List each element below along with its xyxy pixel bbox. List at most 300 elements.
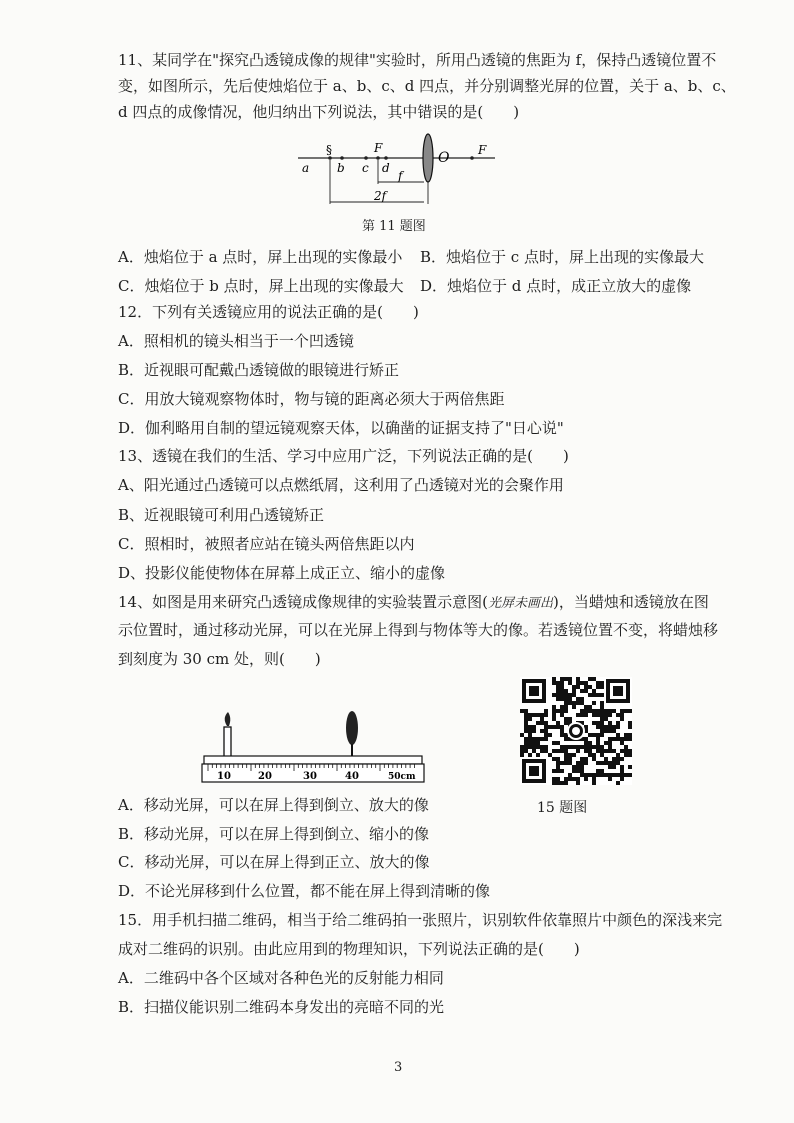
- qr-module: [592, 781, 596, 785]
- qr-module: [540, 729, 544, 733]
- qr-module: [548, 753, 552, 757]
- qr-module: [536, 721, 540, 725]
- qr-module: [568, 677, 572, 681]
- qr-module: [556, 693, 560, 697]
- q15-option-a: A．二维码中各个区域对各种色光的反射能力相同: [118, 969, 444, 987]
- label-O: O: [438, 150, 450, 166]
- qr-module: [604, 725, 608, 729]
- qr-module: [576, 777, 580, 781]
- qr-module: [588, 733, 592, 737]
- q14-stem-line2: 示位置时，通过移动光屏，可以在光屏上得到与物体等大的像。若透镜位置不变，将蜡烛移: [118, 621, 719, 639]
- qr-module: [608, 745, 612, 749]
- qr-module: [560, 745, 564, 749]
- qr-module: [608, 777, 612, 781]
- qr-module: [592, 677, 596, 681]
- qr-module: [576, 701, 580, 705]
- qr-module: [628, 765, 632, 769]
- qr-module: [620, 737, 624, 741]
- qr-module: [556, 749, 560, 753]
- qr-module: [592, 757, 596, 761]
- qr-module: [600, 733, 604, 737]
- qr-module: [608, 741, 612, 745]
- qr-module: [628, 709, 632, 713]
- qr-module: [552, 781, 556, 785]
- qr-module: [608, 737, 612, 741]
- qr-module: [600, 701, 604, 705]
- qr-module: [596, 745, 600, 749]
- q11-stem-line2: 变，如图所示，先后使烛焰位于 a、b、c、d 四点，并分别调整光屏的位置，关于 a、b、c、: [118, 77, 736, 95]
- qr-module: [612, 761, 616, 765]
- qr-module: [580, 681, 584, 685]
- qr-module: [580, 757, 584, 761]
- qr-module: [556, 769, 560, 773]
- qr-module: [552, 681, 556, 685]
- qr-module: [556, 725, 560, 729]
- qr-module: [628, 725, 632, 729]
- qr-module: [596, 737, 600, 741]
- qr-module: [612, 749, 616, 753]
- qr-module: [528, 737, 532, 741]
- qr-module: [552, 705, 556, 709]
- qr-module: [528, 753, 532, 757]
- qr-module: [552, 713, 556, 717]
- qr-module: [556, 709, 560, 713]
- page-number: 3: [394, 1060, 403, 1075]
- qr-module: [540, 745, 544, 749]
- candle-flame-icon: [225, 712, 231, 726]
- qr-module: [576, 765, 580, 769]
- qr-module: [568, 745, 572, 749]
- qr-module: [580, 689, 584, 693]
- qr-module: [564, 721, 568, 725]
- qr-module: [616, 757, 620, 761]
- qr-module: [616, 781, 620, 785]
- qr-module: [552, 769, 556, 773]
- qr-module: [612, 773, 616, 777]
- q13-stem: 13、透镜在我们的生活、学习中应用广泛，下列说法正确的是( ): [118, 447, 569, 465]
- q14-option-b: B．移动光屏，可以在屏上得到倒立、缩小的像: [118, 825, 430, 843]
- qr-module: [536, 745, 540, 749]
- qr-module: [584, 685, 588, 689]
- qr-module: [600, 769, 604, 773]
- qr-module: [592, 713, 596, 717]
- qr-module: [552, 709, 556, 713]
- qr-module: [600, 717, 604, 721]
- qr-module: [572, 693, 576, 697]
- qr-module: [596, 749, 600, 753]
- qr-finder-top-right: [606, 679, 630, 703]
- qr-module: [616, 753, 620, 757]
- qr-module: [620, 717, 624, 721]
- qr-module: [564, 737, 568, 741]
- qr-module: [556, 689, 560, 693]
- qr-module: [600, 685, 604, 689]
- qr-module: [564, 749, 568, 753]
- qr-module: [616, 737, 620, 741]
- q12-option-b: B．近视眼可配戴凸透镜做的眼镜进行矫正: [118, 361, 400, 379]
- qr-module: [560, 729, 564, 733]
- qr-module: [528, 741, 532, 745]
- qr-module: [560, 705, 564, 709]
- qr-module: [624, 737, 628, 741]
- qr-module: [572, 689, 576, 693]
- qr-module: [620, 749, 624, 753]
- point-F-right-dot: [470, 156, 474, 160]
- label-f: f: [398, 169, 403, 183]
- qr-module: [596, 693, 600, 697]
- qr-module: [628, 773, 632, 777]
- qr-module: [600, 713, 604, 717]
- point-b-dot: [340, 156, 344, 160]
- qr-module: [608, 749, 612, 753]
- qr-module: [580, 701, 584, 705]
- qr-module: [596, 685, 600, 689]
- qr-module: [600, 753, 604, 757]
- qr-module: [588, 705, 592, 709]
- qr-module: [560, 709, 564, 713]
- qr-module: [596, 741, 600, 745]
- qr-module: [608, 721, 612, 725]
- qr-module: [520, 709, 524, 713]
- qr-module: [552, 677, 556, 681]
- qr-module: [592, 721, 596, 725]
- qr-module: [556, 697, 560, 701]
- qr-module: [588, 749, 592, 753]
- qr-module: [548, 733, 552, 737]
- qr-module: [536, 737, 540, 741]
- qr-module: [564, 757, 568, 761]
- qr-module: [532, 729, 536, 733]
- qr-module: [552, 749, 556, 753]
- qr-module: [596, 713, 600, 717]
- qr-module: [608, 725, 612, 729]
- qr-module: [608, 765, 612, 769]
- qr-module: [556, 721, 560, 725]
- qr-module: [576, 713, 580, 717]
- qr-module: [600, 773, 604, 777]
- qr-module: [612, 729, 616, 733]
- qr-module: [528, 713, 532, 717]
- qr-module: [560, 677, 564, 681]
- qr-module: [600, 745, 604, 749]
- qr-module: [560, 685, 564, 689]
- qr-module: [592, 709, 596, 713]
- qr-module: [624, 745, 628, 749]
- qr-module: [528, 725, 532, 729]
- q13-option-c: C．照相时，被照者应站在镜头两倍焦距以内: [118, 535, 415, 553]
- qr-module: [540, 721, 544, 725]
- qr-module: [596, 681, 600, 685]
- qr-module: [568, 777, 572, 781]
- qr-module: [600, 705, 604, 709]
- qr-module: [544, 721, 548, 725]
- q12-option-c: C．用放大镜观察物体时，物与镜的距离必须大于两倍焦距: [118, 390, 505, 408]
- q14-optical-bench: [200, 706, 428, 786]
- qr-module: [564, 689, 568, 693]
- qr-module: [572, 685, 576, 689]
- qr-module: [628, 737, 632, 741]
- q11-option-c: C．烛焰位于 b 点时，屏上出现的实像最大: [118, 277, 404, 295]
- qr-module: [592, 689, 596, 693]
- qr-module: [572, 705, 576, 709]
- qr-module: [532, 713, 536, 717]
- qr-module: [572, 753, 576, 757]
- q12-stem: 12．下列有关透镜应用的说法正确的是( ): [118, 303, 419, 321]
- qr-module: [624, 709, 628, 713]
- qr-module: [572, 769, 576, 773]
- label-F-left: F: [374, 141, 383, 155]
- qr-module: [532, 749, 536, 753]
- qr-module: [552, 717, 556, 721]
- qr-module: [592, 745, 596, 749]
- qr-module: [624, 773, 628, 777]
- qr-module: [592, 693, 596, 697]
- qr-module: [620, 713, 624, 717]
- qr-module: [564, 777, 568, 781]
- q15-stem-line2: 成对二维码的识别。由此应用到的物理知识，下列说法正确的是( ): [118, 940, 580, 958]
- qr-module: [600, 693, 604, 697]
- qr-module: [604, 713, 608, 717]
- q11-option-d: D．烛焰位于 d 点时，成正立放大的虚像: [420, 277, 692, 295]
- qr-finder-top-left: [522, 679, 546, 703]
- qr-module: [612, 709, 616, 713]
- point-c-dot: [364, 156, 368, 160]
- qr-module: [624, 733, 628, 737]
- label-2f: 2f: [374, 189, 387, 203]
- q11-figure-caption: 第 11 题图: [362, 219, 426, 234]
- qr-module: [524, 713, 528, 717]
- qr-module: [584, 773, 588, 777]
- q11-stem-line1: 11、某同学在"探究凸透镜成像的规律"实验时，所用凸透镜的焦距为 f，保持凸透镜位置不: [118, 51, 717, 69]
- qr-module: [528, 729, 532, 733]
- qr-module: [560, 693, 564, 697]
- qr-module: [564, 697, 568, 701]
- qr-module: [576, 681, 580, 685]
- qr-module: [600, 725, 604, 729]
- qr-module: [552, 777, 556, 781]
- qr-module: [596, 725, 600, 729]
- tick-label-30: 30: [303, 771, 317, 782]
- qr-module: [536, 753, 540, 757]
- q14-stem-note: 光屏未画出: [487, 596, 553, 611]
- qr-module: [524, 721, 528, 725]
- qr-module: [604, 709, 608, 713]
- q13-option-d: D、投影仪能使物体在屏幕上成正立、缩小的虚像: [118, 564, 446, 582]
- qr-module: [624, 753, 628, 757]
- qr-module: [528, 717, 532, 721]
- qr-module: [604, 757, 608, 761]
- qr-module: [576, 781, 580, 785]
- qr-module: [584, 745, 588, 749]
- qr-module: [552, 725, 556, 729]
- qr-module: [540, 749, 544, 753]
- qr-module: [520, 749, 524, 753]
- qr-module: [576, 761, 580, 765]
- qr-module: [608, 761, 612, 765]
- qr-module: [532, 745, 536, 749]
- qr-module: [576, 745, 580, 749]
- tick-label-50: 50cm: [388, 772, 416, 782]
- qr-module: [616, 773, 620, 777]
- qr-module: [600, 709, 604, 713]
- qr-module: [608, 713, 612, 717]
- q11-option-b: B．烛焰位于 c 点时，屏上出现的实像最大: [420, 248, 704, 266]
- qr-module: [560, 761, 564, 765]
- qr-module: [596, 769, 600, 773]
- qr-module: [620, 769, 624, 773]
- qr-module: [568, 717, 572, 721]
- bench-rail: [204, 756, 422, 764]
- qr-module: [612, 725, 616, 729]
- bench-lens-icon: [346, 711, 358, 745]
- twoF-point-mark: §: [326, 143, 332, 157]
- qr-module: [564, 745, 568, 749]
- q14-option-c: C．移动光屏，可以在屏上得到正立、放大的像: [118, 853, 430, 871]
- qr-module: [576, 749, 580, 753]
- qr-module: [588, 677, 592, 681]
- qr-module: [620, 765, 624, 769]
- qr-module: [592, 701, 596, 705]
- qr-module: [564, 677, 568, 681]
- qr-module: [584, 705, 588, 709]
- qr-module: [520, 733, 524, 737]
- qr-module: [608, 709, 612, 713]
- qr-module: [568, 701, 572, 705]
- qr-module: [560, 681, 564, 685]
- qr-module: [564, 701, 568, 705]
- qr-module: [620, 777, 624, 781]
- qr-module: [544, 733, 548, 737]
- qr-module: [568, 753, 572, 757]
- qr-module: [540, 713, 544, 717]
- q13-option-a: A、阳光通过凸透镜可以点燃纸屑，这利用了凸透镜对光的会聚作用: [118, 476, 564, 494]
- qr-module: [572, 777, 576, 781]
- tick-label-10: 10: [217, 771, 231, 782]
- qr-module: [588, 693, 592, 697]
- qr-module: [588, 709, 592, 713]
- qr-module: [556, 761, 560, 765]
- qr-module: [524, 741, 528, 745]
- qr-module: [584, 681, 588, 685]
- qr-module: [584, 761, 588, 765]
- qr-module: [564, 705, 568, 709]
- qr-module: [560, 769, 564, 773]
- qr-module: [616, 725, 620, 729]
- qr-module: [616, 761, 620, 765]
- qr-module: [584, 713, 588, 717]
- qr-module: [544, 709, 548, 713]
- qr-module: [580, 709, 584, 713]
- qr-module: [580, 713, 584, 717]
- qr-module: [524, 749, 528, 753]
- qr-module: [520, 753, 524, 757]
- qr-module: [580, 769, 584, 773]
- qr-module: [616, 733, 620, 737]
- tick-label-40: 40: [345, 771, 359, 782]
- qr-module: [564, 717, 568, 721]
- qr-module: [596, 761, 600, 765]
- qr-module: [604, 761, 608, 765]
- label-b: b: [337, 161, 345, 175]
- qr-module: [556, 765, 560, 769]
- q14-stem-line1: [118, 592, 709, 614]
- qr-module: [612, 757, 616, 761]
- q12-option-a: A．照相机的镜头相当于一个凹透镜: [118, 332, 354, 350]
- q14-stem-part1: 14、如图是用来研究凸透镜成像规律的实验装置示意图(: [118, 593, 488, 611]
- qr-module: [584, 777, 588, 781]
- q14-option-d: D．不论光屏移到什么位置，都不能在屏上得到清晰的像: [118, 882, 491, 900]
- qr-module: [600, 681, 604, 685]
- qr-module: [568, 697, 572, 701]
- qr-module: [580, 745, 584, 749]
- qr-module: [540, 717, 544, 721]
- qr-module: [568, 681, 572, 685]
- qr-module: [584, 737, 588, 741]
- qr-module: [544, 713, 548, 717]
- qr-module: [580, 765, 584, 769]
- qr-module: [544, 725, 548, 729]
- qr-module: [568, 757, 572, 761]
- qr-module: [552, 757, 556, 761]
- qr-module: [600, 749, 604, 753]
- qr-module: [560, 733, 564, 737]
- qr-module: [564, 709, 568, 713]
- q12-option-d: D．伽利略用自制的望远镜观察天体，以确凿的证据支持了"日心说": [118, 419, 564, 437]
- qr-module: [592, 773, 596, 777]
- qr-module: [548, 725, 552, 729]
- qr-module: [532, 741, 536, 745]
- qr-module: [620, 741, 624, 745]
- qr-figure-caption: 15 题图: [537, 800, 588, 816]
- qr-module: [628, 733, 632, 737]
- qr-module: [612, 765, 616, 769]
- q11-stem-line3: d 四点的成像情况，他归纳出下列说法，其中错误的是( ): [118, 103, 520, 121]
- qr-module: [596, 721, 600, 725]
- qr-module: [536, 741, 540, 745]
- qr-module: [588, 773, 592, 777]
- qr-module: [584, 757, 588, 761]
- qr-module: [560, 713, 564, 717]
- qr-module: [572, 745, 576, 749]
- label-c: c: [362, 161, 369, 175]
- qr-module: [596, 733, 600, 737]
- qr-module: [532, 725, 536, 729]
- qr-module: [524, 737, 528, 741]
- qr-module: [580, 761, 584, 765]
- qr-module: [556, 781, 560, 785]
- qr-module: [620, 757, 624, 761]
- qr-module: [532, 737, 536, 741]
- qr-module: [520, 745, 524, 749]
- qr-module: [556, 757, 560, 761]
- qr-module: [560, 689, 564, 693]
- qr-module: [544, 745, 548, 749]
- qr-module: [524, 729, 528, 733]
- qr-module: [560, 697, 564, 701]
- qr-module: [560, 725, 564, 729]
- qr-module: [572, 765, 576, 769]
- qr-module: [584, 709, 588, 713]
- qr-module: [544, 729, 548, 733]
- point-F-left-dot: [376, 156, 380, 160]
- qr-center-logo: [567, 722, 585, 740]
- qr-module: [628, 749, 632, 753]
- qr-module: [600, 761, 604, 765]
- qr-module: [624, 749, 628, 753]
- q14-stem-part2: )，当蜡烛和透镜放在图: [552, 593, 709, 611]
- qr-module: [588, 745, 592, 749]
- qr-module: [604, 717, 608, 721]
